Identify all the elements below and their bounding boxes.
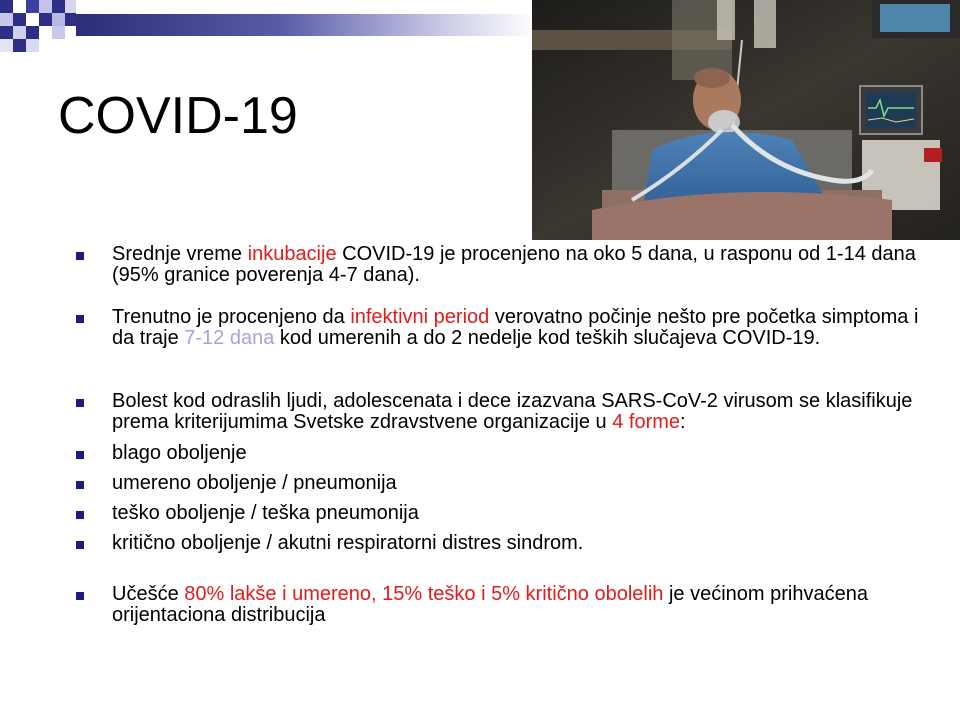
bullet-item-critical xyxy=(76,533,936,554)
bullet-item-infective-period xyxy=(76,307,936,349)
bullet-text: Učešće 80% lakše i umereno, 15% teško i 5% kritično obolelih je većinom prihvaćena orijentaciona distribucija xyxy=(112,583,868,626)
icu-patient-photo xyxy=(532,0,960,240)
bullet-item-moderate xyxy=(76,473,936,494)
square-bullet-icon xyxy=(76,481,84,489)
square-bullet-icon xyxy=(76,541,84,549)
bullet-text: umereno oboljenje / pneumonija xyxy=(112,472,397,494)
bullet-item-incubation xyxy=(76,243,936,286)
bullet-text: Srednje vreme inkubacije COVID-19 je procenjeno na oko 5 dana, u rasponu od 1-14 dana (95% granice poverenja 4-7 dana). xyxy=(112,243,916,286)
bullet-list xyxy=(76,244,936,626)
square-bullet-icon xyxy=(76,511,84,519)
bullet-item-classification xyxy=(76,391,936,433)
header-gradient-bar xyxy=(76,14,534,36)
bullet-item-mild xyxy=(76,443,936,464)
bullet-text: blago oboljenje xyxy=(112,442,247,464)
bullet-text: kritično oboljenje / akutni respiratorni distres sindrom. xyxy=(112,532,584,554)
bullet-item-severe xyxy=(76,503,936,524)
square-bullet-icon xyxy=(76,252,84,260)
slide-title: COVID-19 xyxy=(58,87,298,145)
bullet-text: teško oboljenje / teška pneumonija xyxy=(112,502,419,524)
square-bullet-icon xyxy=(76,592,84,600)
bullet-text: Bolest kod odraslih ljudi, adolescenata i dece izazvana SARS-CoV-2 virusom se klasifikuje prema kriterijumima Svetske zdravstvene organizacije u 4 forme: xyxy=(112,390,913,433)
corner-checker-decoration xyxy=(0,0,76,52)
square-bullet-icon xyxy=(76,451,84,459)
square-bullet-icon xyxy=(76,399,84,407)
square-bullet-icon xyxy=(76,315,84,323)
bullet-item-distribution xyxy=(76,584,936,626)
bullet-text: Trenutno je procenjeno da infektivni period verovatno počinje nešto pre početka simptoma i da traje 7-12 dana kod umerenih a do 2 nedelje kod teških slučajeva COVID-19. xyxy=(112,306,919,349)
